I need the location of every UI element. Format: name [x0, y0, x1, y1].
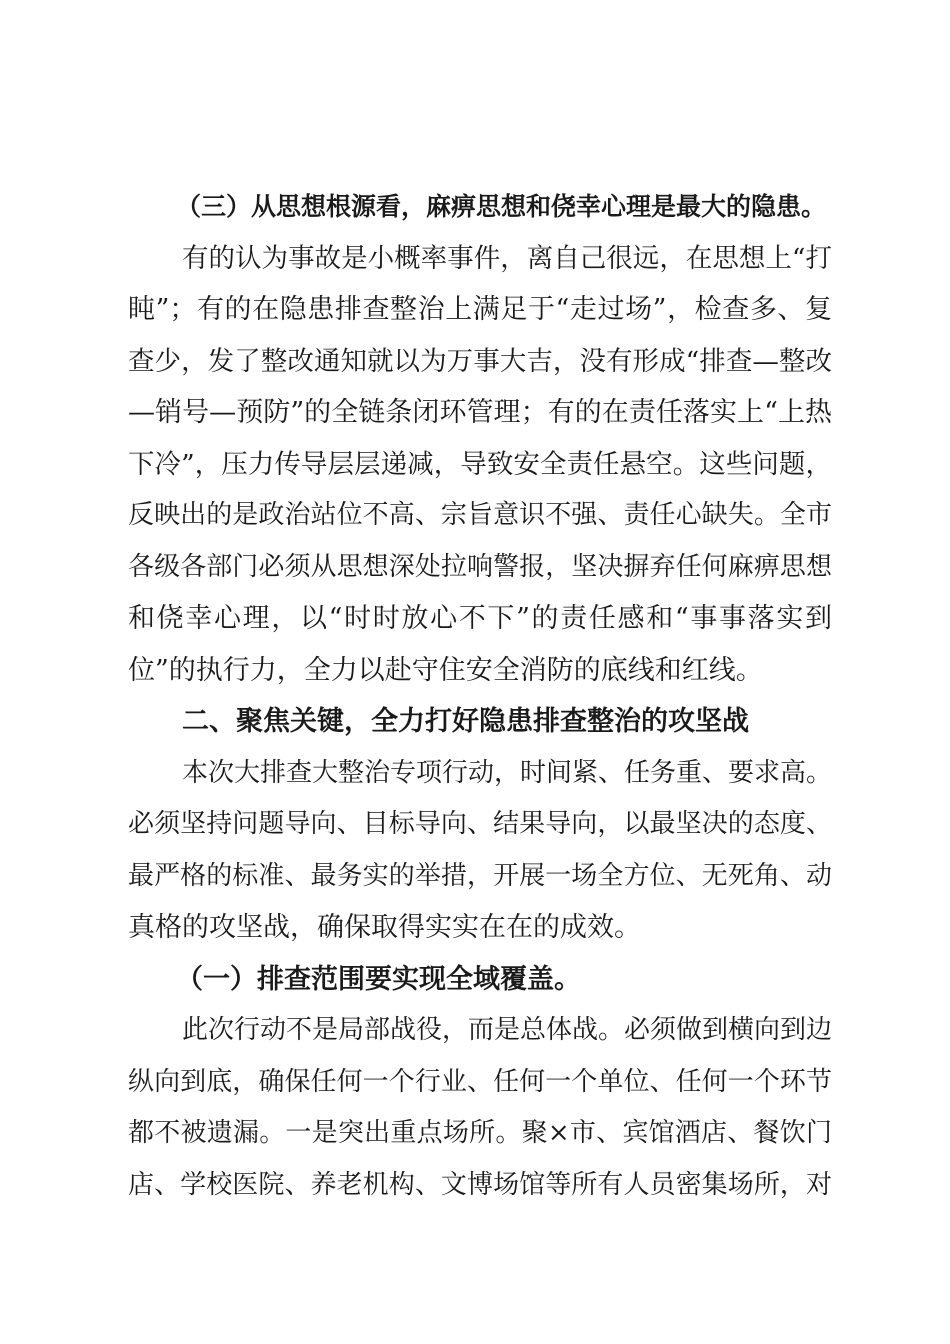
paragraph-line: 纵向到底，确保任何一个行业、任何一个单位、任何一个环节	[128, 1066, 832, 1097]
paragraph-line: 查少，发了整改通知就以为万事大吉，没有形成“排查—整改	[128, 345, 832, 377]
paragraph-line: 位”的执行力，全力以赴守住安全消防的底线和红线。	[128, 654, 763, 686]
paragraph-line: 各级各部门必须从思想深处拉响警报，坚决摒弃任何麻痹思想	[128, 551, 832, 582]
subheading-three: （三）从思想根源看，麻痹思想和侥幸心理是最大的隐患。	[176, 192, 827, 221]
paragraph-line: 都不被遗漏。一是突出重点场所。聚×市、宾馆酒店、餐饮门	[128, 1118, 832, 1148]
paragraph-line: 店、学校医院、养老机构、文博场馆等所有人员密集场所，对	[128, 1169, 832, 1200]
paragraph-line: 真格的攻坚战，确保取得实实在在的成效。	[128, 912, 641, 943]
subheading-one: （一）排查范围要实现全域覆盖。	[176, 963, 581, 995]
paragraph-line: 必须坚持问题导向、目标导向、结果导向，以最坚决的态度、	[128, 809, 832, 839]
section-heading-two: 二、聚焦关键，全力打好隐患排查整治的攻坚战	[182, 706, 749, 737]
paragraph-line: 有的认为事故是小概率事件，离自己很远，在思想上“打	[182, 242, 832, 274]
paragraph-line: 本次大排查大整治专项行动，时间紧、任务重、要求高。	[182, 757, 833, 788]
paragraph-line: 和侥幸心理，以“时时放心不下”的责任感和“事事落实到	[128, 603, 832, 634]
paragraph-line: 盹”；有的在隐患排查整治上满足于“走过场”，检查多、复	[128, 294, 832, 325]
paragraph-line: —销号—预防”的全链条闭环管理；有的在责任落实上“上热	[128, 397, 832, 428]
paragraph-line: 此次行动不是局部战役，而是总体战。必须做到横向到边	[182, 1015, 833, 1045]
paragraph-line: 反映出的是政治站位不高、宗旨意识不强、责任心缺失。全市	[128, 500, 832, 530]
paragraph-line: 最严格的标准、最务实的举措，开展一场全方位、无死角、动	[128, 860, 832, 891]
document-body	[128, 181, 832, 1211]
paragraph-line: 下冷”，压力传导层层递减，导致安全责任悬空。这些问题，	[128, 448, 832, 480]
